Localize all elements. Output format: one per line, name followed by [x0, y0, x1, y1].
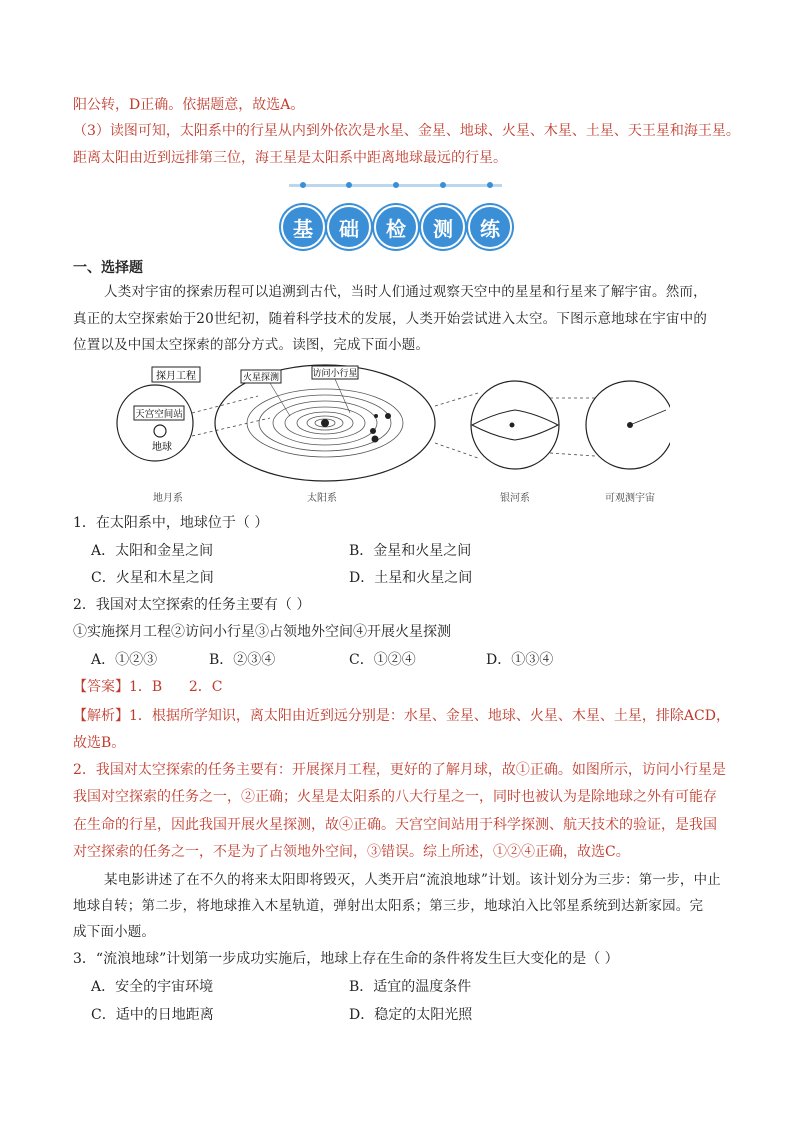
option-b[interactable]: B．适宜的温度条件 [349, 979, 472, 995]
caption-observable-universe: 可观测宇宙 [605, 493, 655, 504]
explanation-line: （3）读图可知，太阳系中的行星从内到外依次是水星、金星、地球、火星、木星、土星、天王星和海王星。 [73, 123, 740, 139]
option-c[interactable]: C．火星和木星之间 [91, 570, 214, 586]
label-asteroid-visit: 访问小行星 [312, 369, 358, 379]
option-d[interactable]: D．土星和火星之间 [349, 570, 473, 586]
option-d[interactable]: D．①③④ [486, 652, 554, 668]
option-a[interactable]: A．安全的宇宙环境 [91, 979, 214, 995]
explanation-line: 阳公转，D正确。依据题意，故选A。 [73, 97, 305, 113]
answer-label: 【答案】 [73, 679, 129, 695]
answer-line [73, 677, 223, 697]
explanation-line: 距离太阳由近到远排第三位，海王星是太阳系中距离地球最远的行星。 [73, 150, 507, 166]
cosmic-position-figure [110, 358, 670, 508]
passage-line: 人类对宇宙的探索历程可以追溯到古代，当时人们通过观察天空中的星星和行星来了解宇宙。然而， [104, 284, 707, 300]
banner-char: 基 [281, 205, 325, 249]
banner-dot [440, 182, 446, 188]
option-a[interactable]: A．太阳和金星之间 [91, 543, 214, 559]
analysis-line: 我国对空探索的任务之一，②正确；火星是太阳系的八大行星之一，同时也被认为是除地球之外有可能存 [73, 789, 717, 805]
passage-line: 真正的太空探索始于20世纪初，随着科学技术的发展，人类开始尝试进入太空。下图示意地球在宇宙中的 [73, 311, 708, 327]
label-tiangong: 天宫空间站 [135, 409, 183, 420]
galaxy-circle [471, 381, 559, 469]
caption-solar-system: 太阳系 [307, 493, 337, 504]
analysis-label: 【解析】 [73, 708, 129, 724]
passage-line: 位置以及中国太空探索的部分方式。读图，完成下面小题。 [73, 337, 430, 353]
banner-char: 练 [468, 205, 512, 249]
answer-text: 1．B 2．C [129, 679, 223, 695]
label-lunar-project: 探月工程 [156, 371, 196, 382]
question-3-stem: 3．“流浪地球”计划第一步成功实施后，地球上存在生命的条件将发生巨大变化的是（ ） [73, 951, 619, 967]
sun [321, 419, 329, 427]
analysis-line: 故选B。 [73, 735, 126, 751]
passage-line: 某电影讲述了在不久的将来太阳即将毁灭，人类开启“流浪地球”计划。该计划分为三步：第一步，中止 [104, 872, 722, 888]
label-mars-exploration: 火星探测 [242, 373, 280, 383]
banner-char: 测 [421, 205, 465, 249]
analysis-line: 【解析】1．根据所学知识，离太阳由近到远分别是：水星、金星、地球、火星、木星、土星，排除ACD， [73, 708, 730, 724]
option-c[interactable]: C．①②④ [349, 652, 416, 668]
banner-dot [346, 182, 352, 188]
analysis-line: 2．我国对太空探索的任务主要有：开展探月工程，更好的了解月球，故①正确。如图所示，访问小行星是 [73, 762, 726, 778]
option-a[interactable]: A．①②③ [91, 652, 158, 668]
caption-milky-way: 银河系 [500, 493, 530, 504]
banner-dot [393, 182, 399, 188]
option-d[interactable]: D．稳定的太阳光照 [349, 1007, 473, 1023]
banner-char: 础 [327, 205, 371, 249]
question-2-items: ①实施探月工程②访问小行星③占领地外空间④开展火星探测 [73, 624, 451, 640]
banner-dot [300, 182, 306, 188]
analysis-line: 在生命的行星，因此我国开展火星探测，故④正确。天宫空间站用于科学探测、航天技术的验证，是我国 [73, 817, 717, 833]
earth-symbol [154, 425, 166, 437]
label-earth: 地球 [152, 442, 172, 453]
question-2-stem: 2．我国对太空探索的任务主要有（ ） [73, 597, 311, 613]
banner-dot [487, 182, 493, 188]
option-b[interactable]: B．金星和火星之间 [349, 543, 472, 559]
passage-line: 成下面小题。 [73, 924, 156, 940]
question-1-stem: 1．在太阳系中，地球位于（ ） [73, 515, 269, 531]
caption-earth-moon: 地月系 [153, 493, 183, 504]
passage-line: 地球自转；第二步，将地球推入木星轨道，弹射出太阳系；第三步，地球泊入比邻星系统到达新家园。完 [73, 898, 704, 914]
banner-char: 检 [374, 205, 418, 249]
option-c[interactable]: C．适中的日地距离 [91, 1007, 214, 1023]
option-b[interactable]: B．②③④ [209, 652, 276, 668]
analysis-line: 对空探索的任务之一，不是为了占领地外空间，③错误。综上所述，①②④正确，故选C。 [73, 844, 630, 860]
section-title: 一、选择题 [73, 260, 143, 276]
